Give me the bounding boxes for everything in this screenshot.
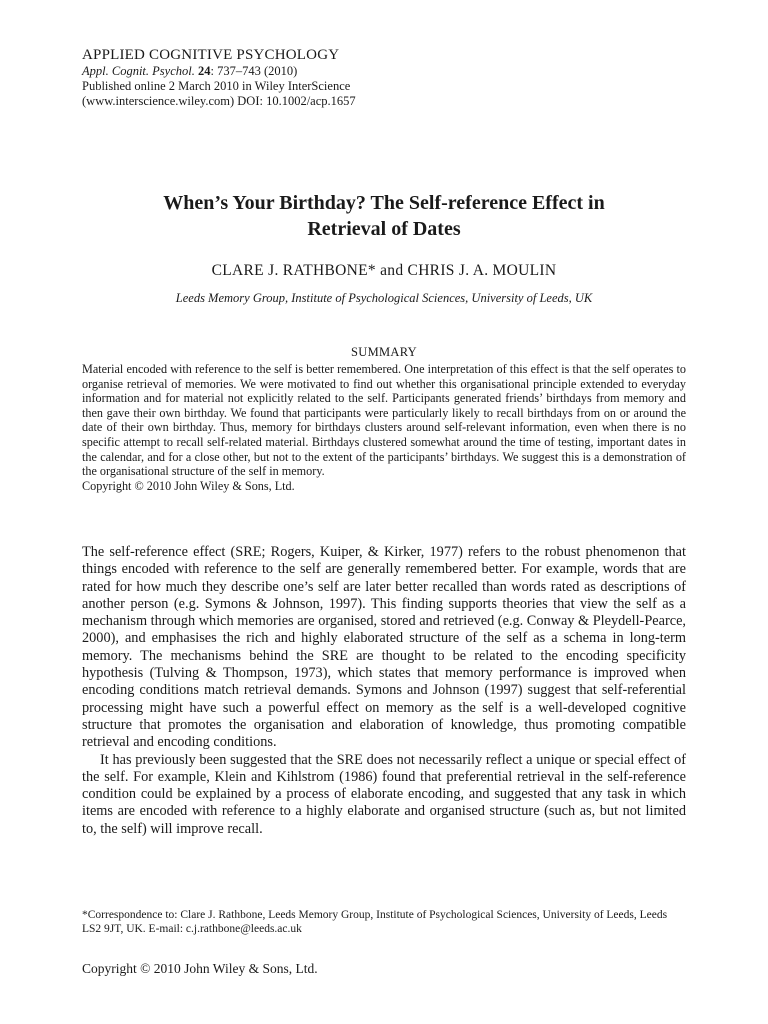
journal-abbrev: Appl. Cognit. Psychol. [82,64,195,78]
summary-text [82,362,686,493]
summary-body: Material encoded with reference to the self is better remembered. One interpretation of this effect is that the self operates to organise retrieval of memories. We were motivated to find out whether this organisational principle extended to everyday information and for material not explicitly related to the self. Participants generated friends’ birthdays from memory and then gave their own birthday. We found that participants were particularly likely to recall birthdays from on or around the date of their own birthday. Thus, memory for birthdays clusters around self-relevant information, even when there is no specific attempt to recall self-related material. Birthdays clustered somewhat around the time of testing, important dates in the calendar, and for a close other, but not to the extent of the participants’ birthdays. We suggest this is a demonstration of the organisational structure of the self in memory. [82,362,686,479]
article-affiliation: Leeds Memory Group, Institute of Psychological Sciences, University of Leeds, UK [175,291,593,305]
article-authors: CLARE J. RATHBONE* and CHRIS J. A. MOULIN [211,262,557,279]
article-title [82,190,686,242]
body-paragraph-1: The self-reference effect (SRE; Rogers, Kuiper, & Kirker, 1977) refers to the robust phenomenon that things encoded with reference to the self are generally remembered better. For example, words that are rated for how much they describe one’s self are later better recalled than words rated as descriptions of another person (e.g. Symons & Johnson, 1997). This finding supports theories that view the self as a mechanism through which memories are organised, stored and retrieved (e.g. Conway & Pleydell-Pearce, 2000), and emphasises the rich and highly elaborated structure of the self as a schema in long-term memory. The mechanisms behind the SRE are thought to be related to the encoding specificity hypothesis (Tulving & Thompson, 1973), which states that memory performance is improved when encoding conditions match retrieval demands. Symons and Johnson (1997) suggest that self-referential processing might have such a powerful effect on memory as the self is a well-developed cognitive structure that promotes the organisation and elaboration of knowledge, thus promoting compatible retrieval and encoding conditions. [82,544,686,751]
journal-doi: (www.interscience.wiley.com) DOI: 10.1002/acp.1657 [82,94,356,108]
footer-copyright: Copyright © 2010 John Wiley & Sons, Ltd. [82,961,318,976]
journal-published: Published online 2 March 2010 in Wiley InterScience [82,79,351,93]
article-title-line2: Retrieval of Dates [307,218,461,240]
journal-header [82,46,682,109]
journal-name: APPLIED COGNITIVE PSYCHOLOGY [82,47,340,63]
journal-citation [82,64,682,79]
correspondence-footnote: *Correspondence to: Clare J. Rathbone, Leeds Memory Group, Institute of Psychological Sciences, University of Leeds, Leeds LS2 9JT, UK. E-mail: c.j.rathbone@leeds.ac.uk [82,909,668,935]
journal-pages-year: : 737–743 (2010) [210,64,298,78]
summary-copyright: Copyright © 2010 John Wiley & Sons, Ltd. [82,478,295,493]
body-paragraph-2: It has previously been suggested that the SRE does not necessarily reflect a unique or special effect of the self. For example, Klein and Kihlstrom (1986) found that preferential retrieval in the self-reference condition could be explained by a process of elaborate encoding, and suggested that any task in which items are encoded with reference to a highly elaborate and organised structure (such as, but not limited to, the self) will improve recall. [82,751,686,837]
journal-volume: 24 [197,64,211,78]
article-title-line1: When’s Your Birthday? The Self-reference Effect in [163,192,605,214]
article-body [82,544,686,838]
summary-heading: SUMMARY [350,345,417,359]
